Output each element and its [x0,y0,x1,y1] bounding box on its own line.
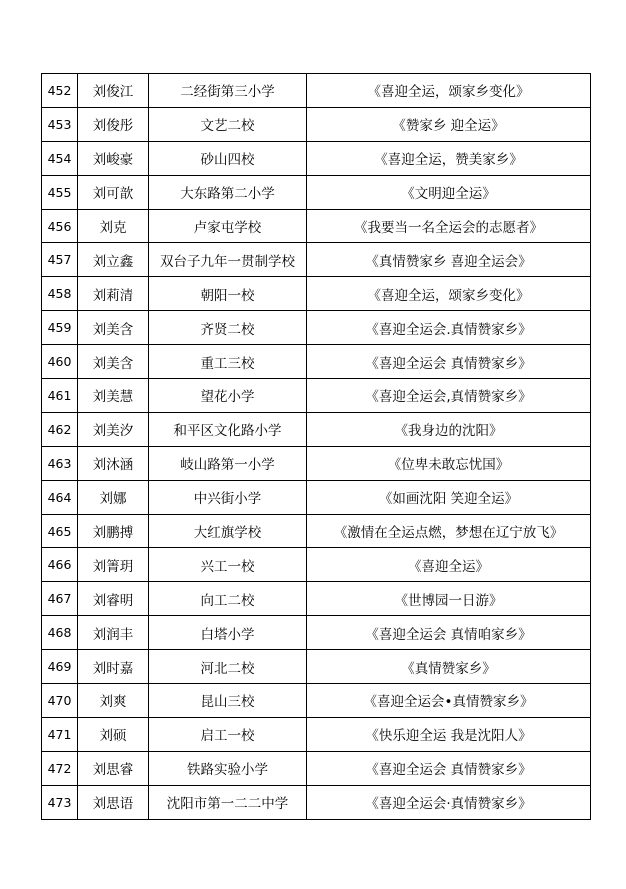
work-title-cell: 《喜迎全运，颂家乡变化》 [307,74,591,108]
student-name-cell: 刘箐玥 [78,548,149,582]
entry-number-cell: 453 [42,107,78,141]
school-name-cell: 齐贤二校 [149,311,307,345]
work-title-cell: 《喜迎全运会 真情赞家乡》 [307,345,591,379]
table-row [42,74,591,108]
school-name-cell: 沈阳市第一二二中学 [149,785,307,819]
work-title-cell: 《快乐迎全运 我是沈阳人》 [307,717,591,751]
entry-number-cell: 463 [42,446,78,480]
table-row [42,243,591,277]
entry-number-cell: 472 [42,751,78,785]
entry-number-cell: 456 [42,209,78,243]
school-name-cell: 白塔小学 [149,616,307,650]
school-name-cell: 昆山三校 [149,684,307,718]
school-name-cell: 中兴街小学 [149,480,307,514]
entry-number-cell: 467 [42,582,78,616]
student-name-cell: 刘鹏搏 [78,514,149,548]
school-name-cell: 岐山路第一小学 [149,446,307,480]
student-name-cell: 刘俊江 [78,74,149,108]
work-title-cell: 《喜迎全运会•真情赞家乡》 [307,684,591,718]
table-row [42,141,591,175]
work-title-cell: 《位卑未敢忘忧国》 [307,446,591,480]
table-row [42,650,591,684]
student-name-cell: 刘美含 [78,345,149,379]
work-title-cell: 《我要当一名全运会的志愿者》 [307,209,591,243]
student-name-cell: 刘娜 [78,480,149,514]
school-name-cell: 重工三校 [149,345,307,379]
student-name-cell: 刘润丰 [78,616,149,650]
work-title-cell: 《真情赞家乡》 [307,650,591,684]
school-name-cell: 双台子九年一贯制学校 [149,243,307,277]
school-name-cell: 向工二校 [149,582,307,616]
entry-number-cell: 459 [42,311,78,345]
entry-number-cell: 455 [42,175,78,209]
school-name-cell: 卢家屯学校 [149,209,307,243]
work-title-cell: 《喜迎全运，颂家乡变化》 [307,277,591,311]
entry-number-cell: 452 [42,74,78,108]
entry-number-cell: 471 [42,717,78,751]
table-row [42,717,591,751]
work-title-cell: 《激情在全运点燃，梦想在辽宁放飞》 [307,514,591,548]
table-row [42,107,591,141]
work-title-cell: 《喜迎全运》 [307,548,591,582]
student-name-cell: 刘爽 [78,684,149,718]
table-row [42,209,591,243]
student-name-cell: 刘思语 [78,785,149,819]
entry-number-cell: 466 [42,548,78,582]
work-title-cell: 《喜迎全运会·真情赞家乡》 [307,785,591,819]
entry-number-cell: 458 [42,277,78,311]
student-name-cell: 刘可歆 [78,175,149,209]
school-name-cell: 砂山四校 [149,141,307,175]
work-title-cell: 《喜迎全运会 真情赞家乡》 [307,751,591,785]
school-name-cell: 和平区文化路小学 [149,412,307,446]
work-title-cell: 《喜迎全运会,真情赞家乡》 [307,379,591,413]
student-name-cell: 刘美汐 [78,412,149,446]
entry-number-cell: 462 [42,412,78,446]
work-title-cell: 《如画沈阳 笑迎全运》 [307,480,591,514]
school-name-cell: 朝阳一校 [149,277,307,311]
entries-table-body [42,74,591,820]
work-title-cell: 《我身边的沈阳》 [307,412,591,446]
entry-number-cell: 457 [42,243,78,277]
table-row [42,345,591,379]
school-name-cell: 大东路第二小学 [149,175,307,209]
work-title-cell: 《真情赞家乡 喜迎全运会》 [307,243,591,277]
table-row [42,785,591,819]
entry-number-cell: 464 [42,480,78,514]
table-row [42,311,591,345]
entry-number-cell: 460 [42,345,78,379]
table-row [42,616,591,650]
work-title-cell: 《文明迎全运》 [307,175,591,209]
table-row [42,379,591,413]
school-name-cell: 二经街第三小学 [149,74,307,108]
school-name-cell: 河北二校 [149,650,307,684]
school-name-cell: 兴工一校 [149,548,307,582]
work-title-cell: 《喜迎全运会.真情赞家乡》 [307,311,591,345]
entry-number-cell: 469 [42,650,78,684]
student-name-cell: 刘沐涵 [78,446,149,480]
student-name-cell: 刘硕 [78,717,149,751]
work-title-cell: 《喜迎全运会 真情咱家乡》 [307,616,591,650]
table-row [42,277,591,311]
table-row [42,548,591,582]
table-row [42,582,591,616]
entry-number-cell: 468 [42,616,78,650]
student-name-cell: 刘美慧 [78,379,149,413]
school-name-cell: 大红旗学校 [149,514,307,548]
student-name-cell: 刘克 [78,209,149,243]
table-row [42,751,591,785]
entry-number-cell: 461 [42,379,78,413]
entries-table [41,73,591,820]
table-row [42,684,591,718]
student-name-cell: 刘峻豪 [78,141,149,175]
school-name-cell: 文艺二校 [149,107,307,141]
student-name-cell: 刘俊彤 [78,107,149,141]
table-row [42,175,591,209]
student-name-cell: 刘时嘉 [78,650,149,684]
entry-number-cell: 470 [42,684,78,718]
student-name-cell: 刘莉清 [78,277,149,311]
student-name-cell: 刘立鑫 [78,243,149,277]
student-name-cell: 刘睿明 [78,582,149,616]
table-row [42,446,591,480]
entry-number-cell: 454 [42,141,78,175]
table-row [42,514,591,548]
table-row [42,480,591,514]
student-name-cell: 刘美含 [78,311,149,345]
school-name-cell: 铁路实验小学 [149,751,307,785]
school-name-cell: 启工一校 [149,717,307,751]
school-name-cell: 望花小学 [149,379,307,413]
entry-number-cell: 465 [42,514,78,548]
work-title-cell: 《赞家乡 迎全运》 [307,107,591,141]
work-title-cell: 《喜迎全运，赞美家乡》 [307,141,591,175]
work-title-cell: 《世博园一日游》 [307,582,591,616]
student-name-cell: 刘思睿 [78,751,149,785]
table-row [42,412,591,446]
entry-number-cell: 473 [42,785,78,819]
